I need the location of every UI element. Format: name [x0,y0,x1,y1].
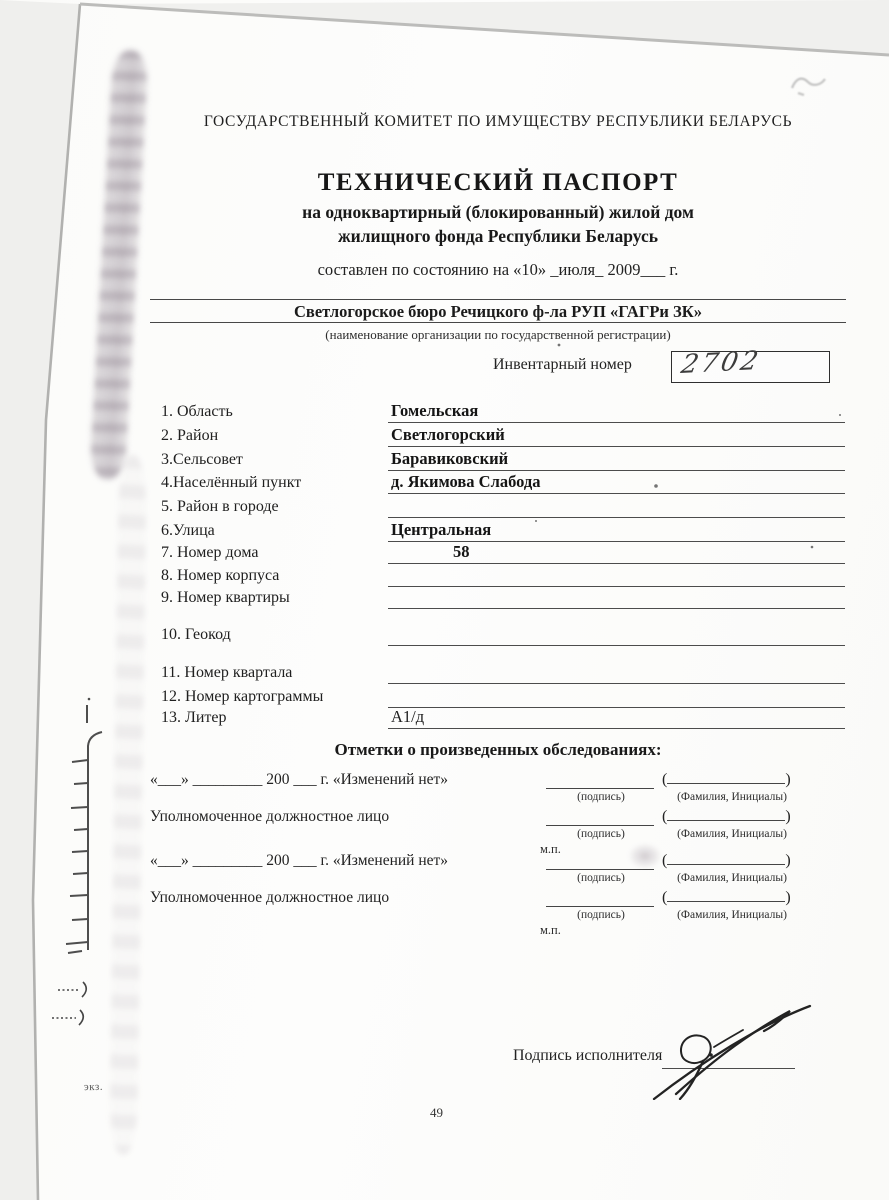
field-row-cartogram-number [161,688,845,709]
field-label: 13. Литер [161,709,227,726]
name-blank-line [667,807,785,821]
inspection-date-line: «___» _________ 200 ___ г. «Изменений нет» [150,771,449,788]
paren-open: ( [662,852,668,869]
paren-close: ) [785,889,791,906]
organization-name: Светлогорское бюро Речицкого ф-ла РУП «ГАГРи ЗК» [294,302,702,321]
org-rule-top [150,299,846,300]
field-label: 1. Область [161,403,233,420]
field-row-city-district [161,498,845,519]
paren-close: ) [785,852,791,869]
name-line [662,888,791,907]
organization-caption: (наименование организации по государственной регистрации) [325,327,671,342]
field-label: 2. Район [161,427,219,444]
field-value [388,662,845,684]
paren-close: ) [785,771,791,788]
copy-mark: экз. [83,1080,104,1094]
name-blank-line [667,888,785,902]
field-row-liter [161,709,845,730]
field-value: Гомельская [388,401,845,423]
field-label: 12. Номер картограммы [161,688,324,705]
name-line [662,770,791,789]
dotted-margin-marks [52,982,86,1025]
binding-smudge [89,49,149,480]
signature-caption: (подпись) [577,791,625,803]
name-line [662,851,791,870]
signature-caption: (подпись) [577,828,625,840]
signature-line [546,773,654,789]
field-value [388,624,845,646]
name-blank-line [667,770,785,784]
signature-caption: (подпись) [577,909,625,921]
agency-header: ГОСУДАРСТВЕННЫЙ КОМИТЕТ ПО ИМУЩЕСТВУ РЕСПУБЛИКИ БЕЛАРУСЬ [203,113,793,130]
field-label: 4.Населённый пункт [161,474,302,491]
field-label: 6.Улица [161,522,215,539]
field-value: Баравиковский [388,449,845,471]
official-label: Уполномоченное должностное лицо [150,889,390,906]
field-value: А1/д [388,707,845,729]
inventory-number-box [671,345,830,383]
inventory-number-label: Инвентарный номер [493,356,632,373]
doc-subtitle-line2: жилищного фонда Республики Беларусь [337,226,659,246]
signature-line [546,810,654,826]
field-row-apartment-number [161,589,845,610]
binding-smudge [109,455,147,1155]
paren-open: ( [662,771,668,788]
field-row-rayon [161,427,845,448]
field-value: Светлогорский [388,425,845,447]
field-value: Центральная [388,520,845,542]
field-label: 3.Сельсовет [161,451,243,468]
official-label: Уполномоченное должностное лицо [150,808,390,825]
margin-bracket-mark [66,698,102,953]
paren-close: ) [785,808,791,825]
inspections-heading: Отметки о произведенных обследованиях: [334,740,662,759]
field-row-street [161,522,845,543]
name-caption: (Фамилия, Инициалы) [677,872,787,884]
scan-background-top [80,0,889,55]
name-blank-line [667,851,785,865]
signature-line [546,891,654,907]
paren-open: ( [662,889,668,906]
doc-subtitle-line1: на одноквартирный (блокированный) жилой дом [302,202,694,222]
page-edge-top [80,4,889,55]
field-value [388,686,845,708]
field-label: 10. Геокод [161,626,231,643]
page-title: ТЕХНИЧЕСКИЙ ПАСПОРТ [317,169,679,196]
page-number: 49 [430,1105,443,1120]
field-value: д. Якимова Слабода [388,472,845,494]
field-value [388,496,845,518]
compiled-date-line: составлен по состоянию на «10» _июля_ 2009___ г. [317,260,679,279]
name-caption: (Фамилия, Инициалы) [677,909,787,921]
inspection-block-1 [150,771,850,857]
field-row-geocode [161,626,845,647]
field-label: 7. Номер дома [161,544,259,561]
page-edge-left [33,4,80,1200]
name-caption: (Фамилия, Инициалы) [677,828,787,840]
org-rule-bottom [150,322,846,323]
field-value [388,587,845,609]
smudge-mark [792,79,825,95]
field-label: 11. Номер квартала [161,664,293,681]
field-row-house-number [161,544,845,565]
inventory-number-value: 2702 [678,345,764,381]
signature-line [546,854,654,870]
field-row-quarter-number [161,664,845,685]
field-label: 9. Номер квартиры [161,589,290,606]
seal-mark: м.п. [540,923,561,937]
executor-signature-label: Подпись исполнителя [513,1047,663,1064]
scan-background-left [0,0,80,1200]
field-row-oblast [161,403,845,424]
executor-signature-line [662,1048,795,1069]
field-value [388,565,845,587]
field-label: 5. Район в городе [161,498,279,515]
field-label: 8. Номер корпуса [161,567,280,584]
field-row-settlement [161,474,845,495]
field-row-selsovet [161,451,845,472]
field-row-building-number [161,567,845,588]
seal-mark: м.п. [540,842,561,856]
name-line [662,807,791,826]
paren-open: ( [662,808,668,825]
inspection-date-line: «___» _________ 200 ___ г. «Изменений нет» [150,852,449,869]
name-caption: (Фамилия, Инициалы) [677,791,787,803]
inspection-block-2 [150,852,850,938]
signature-caption: (подпись) [577,872,625,884]
field-value: 58 [388,542,845,564]
